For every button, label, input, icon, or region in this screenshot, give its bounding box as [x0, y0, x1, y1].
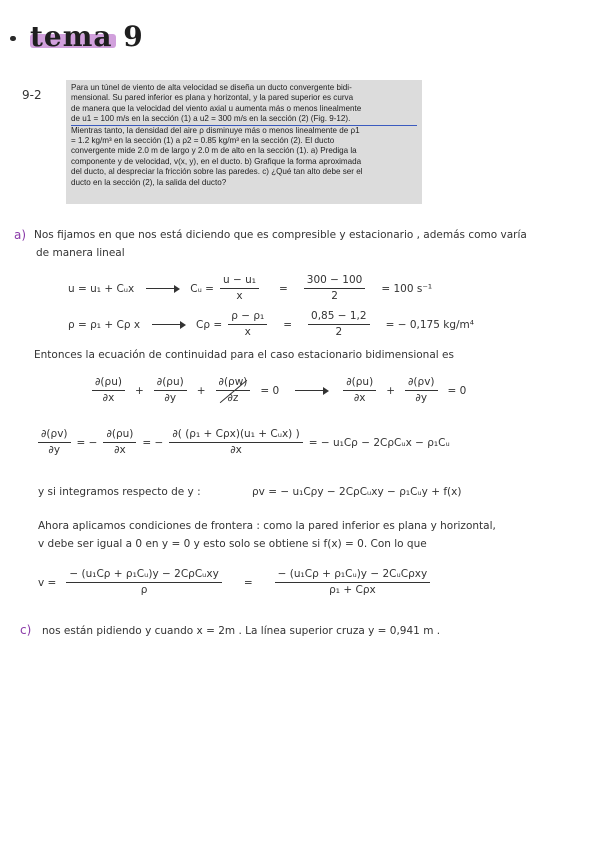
denominator: ∂x — [102, 392, 115, 404]
numerator: ∂(ρu) — [346, 376, 374, 388]
numerator: ∂(ρu) — [95, 376, 122, 388]
numerator: ρ − ρ₁ — [231, 310, 265, 322]
fraction-bar — [154, 390, 187, 391]
fraction-bar — [66, 582, 222, 583]
integrate-text: y si integramos respecto de y : — [38, 486, 201, 498]
crho-result: = − 0,175 kg/m⁴ — [385, 318, 474, 331]
numerator: − (u₁Cρ + ρ₁Cᵤ)y − 2CρCᵤxy — [69, 568, 219, 580]
plus: + — [386, 384, 395, 397]
problem-line: Para un túnel de viento de alta velocidad se diseña un ducto convergente bidi- — [71, 83, 352, 92]
denominator: ρ — [140, 584, 148, 596]
denominator: ∂y — [48, 444, 61, 456]
fraction-bar — [220, 288, 259, 289]
fraction — [92, 376, 125, 405]
fraction-bar — [169, 442, 302, 443]
fraction-bar — [275, 582, 431, 583]
fraction-bar — [304, 288, 366, 289]
fraction-bar — [343, 390, 376, 391]
fraction-bar — [228, 324, 267, 325]
equals: = — [278, 282, 288, 295]
problem-line: mensional. Su pared inferior es plana y horizontal, y la pared superior es curva — [71, 93, 354, 103]
denominator: ∂y — [164, 392, 177, 404]
boundary-text: Ahora aplicamos condiciones de frontera : como la pared inferior es plana y horizontal, — [38, 520, 496, 532]
part-c-text: nos están pidiendo y cuando x = 2m . La línea superior cruza y = 0,941 m . — [42, 625, 441, 637]
equals: = − — [76, 436, 98, 449]
derivative-equation — [38, 428, 450, 457]
integrate-equation: ρv = − u₁Cρy − 2CρCᵤxy − ρ₁Cᵤy + f(x) — [252, 486, 462, 498]
fraction — [169, 428, 302, 457]
fraction-bar — [38, 442, 71, 443]
numerator: 0,85 − 1,2 — [311, 310, 367, 322]
numerator: ∂(ρv) — [408, 376, 435, 388]
denominator: ∂y — [415, 392, 428, 404]
plus: + — [196, 384, 206, 397]
fraction — [103, 428, 136, 457]
cu-result: = 100 s⁻¹ — [381, 282, 433, 295]
v-symbol: v = — [38, 576, 57, 589]
arrow-icon — [152, 324, 184, 325]
part-a-label: a) — [14, 228, 27, 242]
part-c-label: c) — [20, 623, 32, 637]
fraction — [343, 376, 376, 405]
problem-line: componente y de velocidad, v(x, y), en el ducto. b) Grafique la forma aproximada — [71, 156, 362, 166]
denominator: ρ₁ + Cρx — [329, 584, 376, 596]
denominator: ∂z — [227, 392, 239, 404]
problem-line: de u1 = 100 m/s en la sección (1) a u2 = 300 m/s en la sección (2) (Fig. 9-12). — [71, 114, 417, 125]
fraction — [38, 428, 71, 457]
denominator: 2 — [335, 326, 343, 338]
problem-line: de manera que la velocidad del viento axial u aumenta más o menos linealmente — [71, 103, 362, 113]
velocity-equation — [68, 274, 432, 303]
continuity-equation — [92, 376, 466, 405]
final-v-equation — [38, 568, 430, 597]
fraction — [405, 376, 438, 405]
denominator: 2 — [331, 290, 338, 302]
velocity-linear-law: u = u₁ + Cᵤx — [68, 282, 135, 295]
derivative-result: = − u₁Cρ − 2CρCᵤx − ρ₁Cᵤ — [308, 436, 450, 449]
numerator: ∂(ρw) — [218, 376, 248, 388]
denominator: x — [244, 326, 251, 338]
cu-symbol: Cᵤ = — [190, 282, 214, 295]
equals: = — [283, 318, 293, 331]
density-linear-law: ρ = ρ₁ + Cρ x — [68, 318, 141, 331]
crho-symbol: Cρ = — [196, 318, 223, 331]
numerator: − (u₁Cρ + ρ₁Cᵤ)y − 2CᵤCρxy — [277, 568, 428, 580]
plus: + — [134, 384, 144, 397]
numerator: 300 − 100 — [306, 274, 363, 286]
problem-line: ducto en la sección (2), la salida del ducto? — [71, 177, 227, 187]
problem-statement — [66, 80, 422, 204]
numerator: u − u₁ — [222, 274, 256, 286]
fraction — [275, 568, 431, 597]
denominator: ∂x — [114, 444, 126, 456]
problem-number: 9-2 — [22, 88, 42, 102]
fraction-bar — [103, 442, 136, 443]
page-title: tema 9 — [30, 20, 144, 53]
denominator: ∂x — [353, 392, 366, 404]
problem-line: = 1.2 kg/m³ en la sección (1) a ρ2 = 0.85 kg/m³ en la sección (2). El ducto — [71, 136, 335, 146]
fraction-bar — [92, 390, 125, 391]
crossed-out-term — [216, 376, 251, 405]
problem-line: Mientras tanto, la densidad del aire ρ disminuye más o menos linealmente de ρ1 — [71, 125, 360, 135]
part-a-intro: Nos fijamos en que nos está diciendo que es compresible y estacionario , además como varía — [34, 229, 527, 241]
problem-line: convergente mide 2.0 m de largo y 2.0 m de alto en la sección (1). a) Prediga la — [71, 146, 357, 156]
equals: = — [243, 576, 253, 589]
fraction — [220, 274, 259, 303]
fraction — [228, 310, 267, 339]
numerator: ∂( (ρ₁ + Cρx)(u₁ + Cᵤx) ) — [172, 428, 300, 440]
continuity-intro: Entonces la ecuación de continuidad para el caso estacionario bidimensional es — [34, 349, 454, 361]
fraction — [304, 274, 366, 303]
arrow-icon — [146, 288, 178, 289]
numerator: ∂(ρu) — [156, 376, 184, 388]
fraction — [66, 568, 222, 597]
fraction-bar — [405, 390, 438, 391]
bullet-dot — [10, 36, 16, 41]
equals-zero: = 0 — [260, 384, 280, 397]
arrow-icon — [295, 390, 327, 391]
problem-line: del ducto, al despreciar la fricción sobre las paredes. c) ¿Qué tan alto debe ser el — [71, 167, 363, 177]
numerator: ∂(ρu) — [106, 428, 134, 440]
numerator: ∂(ρv) — [41, 428, 68, 440]
denominator: ∂x — [230, 444, 242, 456]
denominator: x — [236, 290, 243, 302]
boundary-text-2: v debe ser igual a 0 en y = 0 y esto solo se obtiene si f(x) = 0. Con lo que — [38, 538, 427, 550]
equals: = − — [142, 436, 164, 449]
fraction-bar — [308, 324, 370, 325]
fraction — [308, 310, 370, 339]
fraction — [154, 376, 187, 405]
fraction-bar — [216, 390, 251, 391]
equals-zero: = 0 — [447, 384, 467, 397]
part-a-intro-2: de manera lineal — [36, 247, 125, 259]
density-equation — [68, 310, 474, 339]
